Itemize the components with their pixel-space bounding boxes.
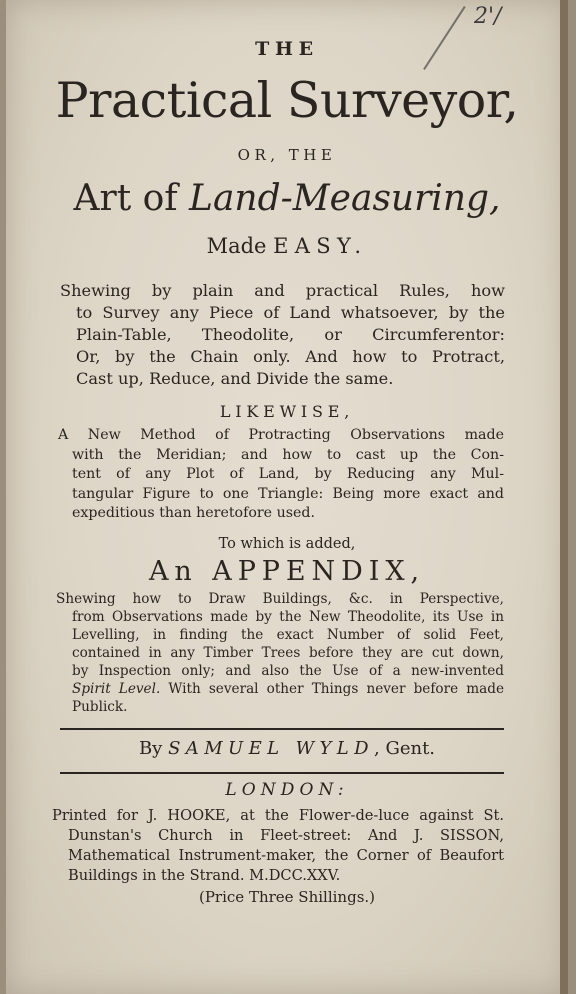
title-or-the: OR, THE	[237, 146, 337, 164]
author-name: SAMUEL WYLD	[168, 738, 374, 759]
title-page	[6, 0, 568, 994]
imprint-line: Mathematical Instrument-maker, the Corner of Beaufort	[68, 847, 504, 864]
description-line: Or, by the Chain only. And how to Protract,	[76, 347, 505, 366]
imprint-block	[52, 806, 504, 886]
appendix-line: Publick.	[72, 699, 128, 715]
main-title: Practical Surveyor,	[55, 72, 519, 129]
appendix-line: Levelling, in finding the exact Number of solid Feet,	[72, 627, 504, 643]
likewise-heading: LIKEWISE,	[219, 402, 355, 421]
spirit-level-text: Spirit Level.	[72, 681, 161, 697]
likewise-line: with the Meridian; and how to cast up the Con-	[72, 446, 504, 463]
appendix-line: from Observations made by the New Theodolite, its Use in	[72, 609, 504, 625]
made-easy	[6, 234, 568, 258]
appendix-line: contained in any Timber Trees before they are cut down,	[72, 645, 504, 661]
subtitle	[6, 178, 568, 219]
author-line	[6, 738, 568, 759]
imprint-line: Printed for J. HOOKE, at the Flower-de-luce against St.	[52, 807, 504, 824]
handwritten-annotation: 2'/	[474, 4, 502, 29]
appendix-line-rest: With several other Things never before made	[160, 681, 504, 697]
appendix-intro: To which is added,	[218, 536, 356, 552]
divider-top	[60, 728, 504, 730]
appendix-line: Shewing how to Draw Buildings, &c. in Perspective,	[56, 591, 504, 607]
imprint-line: Dunstan's Church in Fleet-street: And J. SISSON,	[68, 827, 504, 844]
likewise-line: tangular Figure to one Triangle: Being more exact and	[72, 485, 504, 502]
likewise-block	[58, 426, 504, 524]
likewise-line: tent of any Plot of Land, by Reducing any Mul-	[72, 466, 504, 482]
imprint-city: LONDON:	[225, 780, 349, 800]
appendix-line	[56, 680, 504, 698]
appendix-line: by Inspection only; and also the Use of a new-invented	[72, 663, 504, 679]
appendix-block	[56, 590, 504, 716]
subtitle-art-of: Art of	[73, 178, 190, 219]
imprint-line: Buildings in the Strand. M.DCC.XXV.	[68, 867, 341, 884]
subtitle-land-measuring: Land-Measuring,	[189, 178, 501, 219]
likewise-line: expeditious than heretofore used.	[72, 505, 315, 521]
description-line: Plain-Table, Theodolite, or Circumferentor:	[76, 325, 505, 344]
easy-text: EASY.	[273, 234, 368, 258]
title-the: THE	[255, 38, 319, 60]
author-suffix: , Gent.	[374, 738, 436, 759]
appendix-heading: An APPENDIX,	[148, 556, 426, 587]
author-by: By	[138, 738, 169, 759]
description-block	[60, 280, 505, 390]
divider-bottom	[60, 772, 504, 774]
description-line: to Survey any Piece of Land whatsoever, by the	[76, 303, 505, 322]
likewise-line: A New Method of Protracting Observations made	[58, 427, 504, 443]
description-line: Shewing by plain and practical Rules, how	[60, 281, 505, 300]
page-edge	[560, 0, 568, 994]
price-line: (Price Three Shillings.)	[198, 888, 376, 906]
description-line: Cast up, Reduce, and Divide the same.	[76, 369, 394, 388]
made-text: Made	[206, 234, 274, 258]
